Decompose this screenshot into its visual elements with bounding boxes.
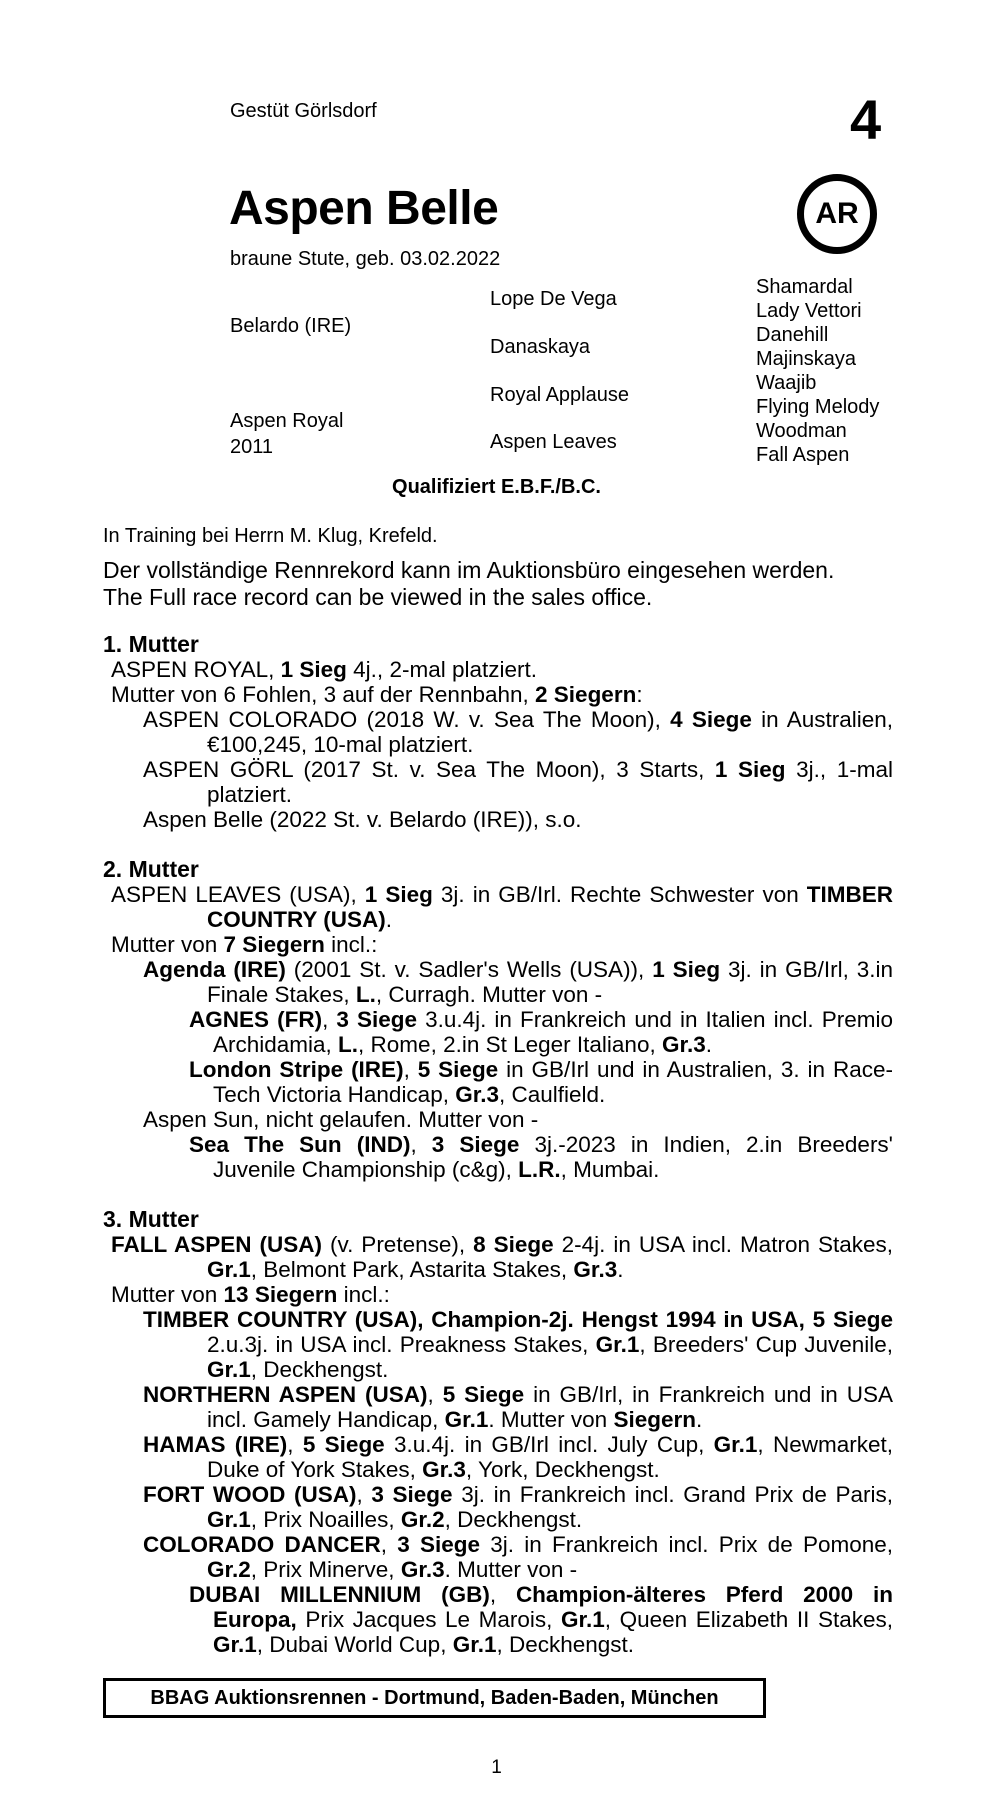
pedigree-dam-sire: Royal Applause [490, 384, 629, 406]
section-heading-3: 3. Mutter [103, 1206, 199, 1232]
produce-item: COLORADO DANCER, 3 Siege 3j. in Frankreich incl. Prix de Pomone, Gr.2, Prix Minerve, Gr.3. Mutter von - [143, 1532, 893, 1582]
section-heading-1: 1. Mutter [103, 631, 199, 657]
pedigree-dam-dam: Aspen Leaves [490, 431, 617, 453]
qualification: Qualifiziert E.B.F./B.C. [392, 476, 601, 498]
ar-badge-icon [797, 174, 877, 254]
produce-item: ASPEN GÖRL (2017 St. v. Sea The Moon), 3 Starts, 1 Sieg 3j., 1-mal platziert. [143, 757, 893, 807]
produce-item: HAMAS (IRE), 5 Siege 3.u.4j. in GB/Irl incl. July Cup, Gr.1, Newmarket, Duke of York Stakes, Gr.3, York, Deckhengst. [143, 1432, 893, 1482]
produce-item: FORT WOOD (USA), 3 Siege 3j. in Frankreich incl. Grand Prix de Paris, Gr.1, Prix Noailles, Gr.2, Deckhengst. [143, 1482, 894, 1532]
dam-line: ASPEN ROYAL, 1 Sieg 4j., 2-mal platziert. [111, 657, 537, 682]
produce-item: DUBAI MILLENNIUM (GB), Champion-älteres Pferd 2000 in Europa, Prix Jacques Le Marois, Gr.1, Queen Elizabeth II Stakes, Gr.1, Dubai World Cup, Gr.1, Deckhengst. [189, 1582, 893, 1657]
produce-summary: Mutter von 6 Fohlen, 3 auf der Rennbahn, 2 Siegern: [111, 682, 643, 707]
pedigree-dam: Aspen Royal [230, 410, 344, 432]
auction-races-label: BBAG Auktionsrennen - Dortmund, Baden-Baden, München [150, 1686, 719, 1709]
pedigree-sire-dam: Danaskaya [490, 336, 591, 358]
pedigree-gen3-6: Flying Melody [756, 396, 880, 418]
page-number: 1 [491, 1757, 502, 1778]
pedigree-dam-year: 2011 [230, 436, 274, 458]
pedigree-gen3-3: Danehill [756, 324, 829, 346]
pedigree-gen3-1: Shamardal [756, 276, 853, 298]
produce-summary: Mutter von 7 Siegern incl.: [111, 932, 378, 957]
pedigree-sire-sire: Lope De Vega [490, 288, 617, 310]
pedigree-sire: Belardo (IRE) [230, 315, 352, 337]
section-heading-2: 2. Mutter [103, 856, 199, 882]
pedigree-gen3-2: Lady Vettori [756, 300, 862, 322]
produce-item: London Stripe (IRE), 5 Siege in GB/Irl und in Australien, 3. in Race-Tech Victoria Handicap, Gr.3, Caulfield. [189, 1057, 893, 1107]
lot-number: 4 [850, 88, 882, 151]
horse-name: Aspen Belle [229, 182, 499, 235]
race-record-note [103, 557, 834, 611]
produce-item: ASPEN COLORADO (2018 W. v. Sea The Moon), 4 Siege in Australien, €100,245, 10-mal platziert. [143, 707, 894, 757]
pedigree-gen3-5: Waajib [756, 372, 817, 394]
stud-name: Gestüt Görlsdorf [230, 100, 377, 122]
pedigree-gen3-7: Woodman [756, 420, 847, 442]
produce-item: NORTHERN ASPEN (USA), 5 Siege in GB/Irl, in Frankreich und in USA incl. Gamely Handicap, Gr.1. Mutter von Siegern. [143, 1382, 893, 1432]
auction-races-box [103, 1678, 766, 1718]
dam-line: FALL ASPEN (USA) (v. Pretense), 8 Siege 2-4j. in USA incl. Matron Stakes, Gr.1, Belmont Park, Astarita Stakes, Gr.3. [111, 1232, 893, 1282]
race-record-note-de: Der vollständige Rennrekord kann im Auktionsbüro eingesehen werden. [103, 557, 835, 583]
horse-description: braune Stute, geb. 03.02.2022 [230, 248, 501, 270]
pedigree-gen3-4: Majinskaya [756, 348, 857, 370]
produce-item: Aspen Belle (2022 St. v. Belardo (IRE)), s.o. [143, 807, 582, 832]
pedigree-gen3-8: Fall Aspen [756, 444, 850, 466]
training-note: In Training bei Herrn M. Klug, Krefeld. [103, 525, 438, 547]
produce-item: Aspen Sun, nicht gelaufen. Mutter von - [143, 1107, 539, 1132]
ar-badge-label: AR [815, 197, 859, 230]
produce-item: Sea The Sun (IND), 3 Siege 3j.-2023 in Indien, 2.in Breeders' Juvenile Championship (c&g), L.R., Mumbai. [189, 1132, 893, 1182]
produce-item: Agenda (IRE) (2001 St. v. Sadler's Wells (USA)), 1 Sieg 3j. in GB/Irl, 3.in Finale Stakes, L., Curragh. Mutter von - [143, 957, 893, 1007]
produce-item: AGNES (FR), 3 Siege 3.u.4j. in Frankreich und in Italien incl. Premio Archidamia, L., Rome, 2.in St Leger Italiano, Gr.3. [189, 1007, 893, 1057]
produce-item: TIMBER COUNTRY (USA), Champion-2j. Hengst 1994 in USA, 5 Siege 2.u.3j. in USA incl. Preakness Stakes, Gr.1, Breeders' Cup Juvenile, Gr.1, Deckhengst. [143, 1307, 893, 1382]
dam-line: ASPEN LEAVES (USA), 1 Sieg 3j. in GB/Irl. Rechte Schwester von TIMBER COUNTRY (USA). [111, 882, 894, 932]
pedigree-details [103, 632, 893, 1657]
race-record-note-en: The Full race record can be viewed in the sales office. [103, 584, 653, 610]
produce-summary: Mutter von 13 Siegern incl.: [111, 1282, 390, 1307]
